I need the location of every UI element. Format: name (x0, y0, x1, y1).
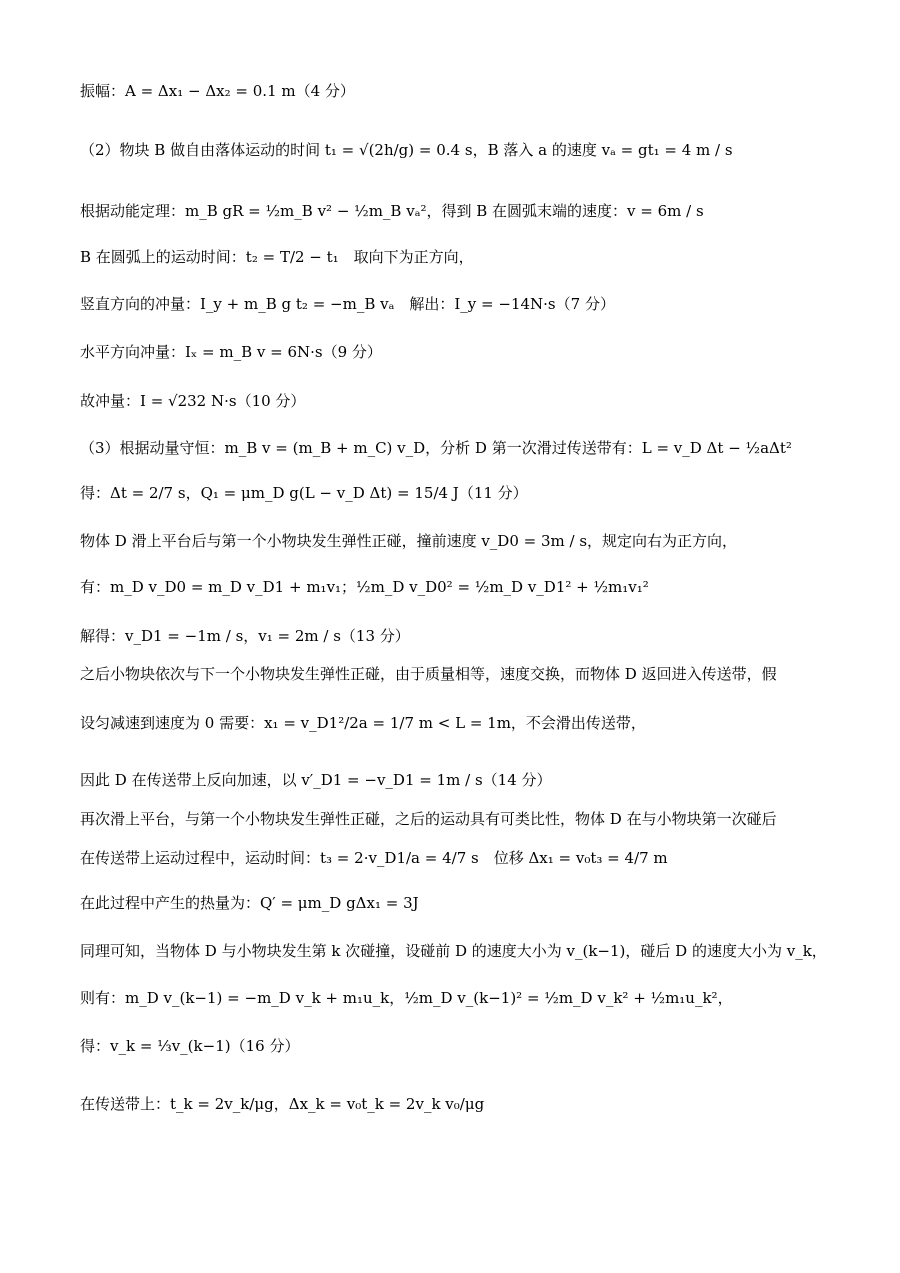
text-line: 物体 D 滑上平台后与第一个小物块发生弹性正碰，撞前速度 v_D0 = 3m / s，规定向右为正方向， (80, 532, 738, 550)
text-line: 在传送带上运动过程中，运动时间：t₃ = 2·v_D1/a = 4/7 s 位移 Δx₁ = v₀t₃ = 4/7 m (80, 849, 668, 867)
text-line: 在此过程中产生的热量为：Q′ = μm_D gΔx₁ = 3J (80, 894, 419, 912)
text-line: 再次滑上平台，与第一个小物块发生弹性正碰，之后的运动具有可类比性，物体 D 在与小物块第一次碰后 (80, 810, 777, 828)
text-line: B 在圆弧上的运动时间：t₂ = T/2 − t₁ 取向下为正方向， (80, 248, 474, 266)
text-line: 因此 D 在传送带上反向加速，以 v′_D1 = −v_D1 = 1m / s（14 分） (80, 771, 552, 789)
text-line: 根据动能定理：m_B gR = ½m_B v² − ½m_B vₐ²，得到 B 在圆弧末端的速度：v = 6m / s (80, 202, 704, 220)
text-line: （3）根据动量守恒：m_B v = (m_B + m_C) v_D，分析 D 第一次滑过传送带有：L = v_D Δt − ½aΔt² (80, 439, 792, 457)
text-line: 有：m_D v_D0 = m_D v_D1 + m₁v₁；½m_D v_D0² = ½m_D v_D1² + ½m₁v₁² (80, 578, 649, 596)
text-line: 得：v_k = ⅓v_(k−1)（16 分） (80, 1037, 300, 1055)
text-line: 之后小物块依次与下一个小物块发生弹性正碰，由于质量相等，速度交换，而物体 D 返回进入传送带，假 (80, 665, 777, 683)
text-line: 同理可知，当物体 D 与小物块发生第 k 次碰撞，设碰前 D 的速度大小为 v_(k−1)，碰后 D 的速度大小为 v_k， (80, 942, 827, 960)
text-line: 则有：m_D v_(k−1) = −m_D v_k + m₁u_k，½m_D v_(k−1)² = ½m_D v_k² + ½m₁u_k²， (80, 989, 733, 1007)
text-line: 竖直方向的冲量：I_y + m_B g t₂ = −m_B vₐ 解出：I_y = −14N·s（7 分） (80, 295, 615, 313)
text-line: 设匀减速到速度为 0 需要：x₁ = v_D1²/2a = 1/7 m < L = 1m，不会滑出传送带， (80, 714, 646, 732)
text-line: 得：Δt = 2/7 s，Q₁ = μm_D g(L − v_D Δt) = 15/4 J（11 分） (80, 484, 528, 502)
text-line: 解得：v_D1 = −1m / s，v₁ = 2m / s（13 分） (80, 627, 410, 645)
text-line: 在传送带上：t_k = 2v_k/μg，Δx_k = v₀t_k = 2v_k v₀/μg (80, 1095, 485, 1113)
text-line: 故冲量：I = √232 N·s（10 分） (80, 392, 306, 410)
text-line: 水平方向冲量：Iₓ = m_B v = 6N·s（9 分） (80, 343, 382, 361)
text-line: （2）物块 B 做自由落体运动的时间 t₁ = √(2h/g) = 0.4 s，B 落入 a 的速度 vₐ = gt₁ = 4 m / s (80, 141, 733, 159)
text-line: 振幅：A = Δx₁ − Δx₂ = 0.1 m（4 分） (80, 82, 355, 100)
